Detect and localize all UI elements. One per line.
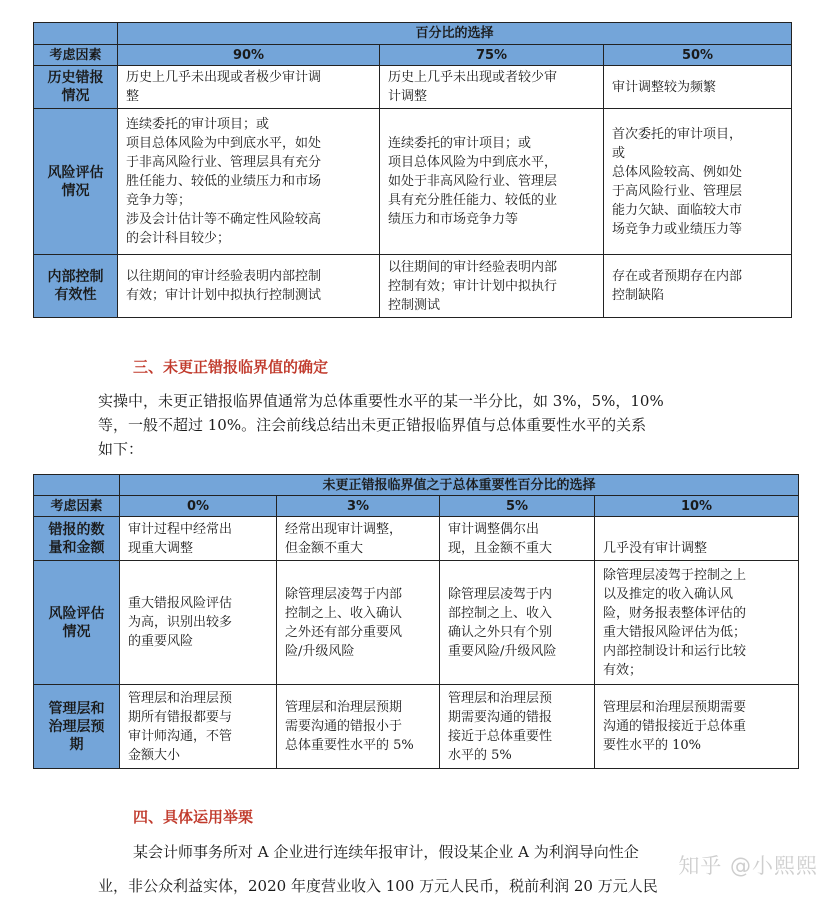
table-cell: 以往期间的审计经验表明内部 控制有效；审计计划中拟执行 控制测试: [380, 255, 604, 318]
table-cell: 管理层和治理层预期需要 沟通的错报接近于总体重 要性水平的 10%: [595, 685, 799, 769]
table2-col-header: 10%: [595, 496, 799, 517]
table-row: [34, 561, 799, 685]
table-cell: 连续委托的审计项目；或 项目总体风险为中到底水平， 如处于非高风险行业、管理层 具有充分胜任能力、较低的业 绩压力和市场竞争力等: [380, 109, 604, 255]
table2-col-header: 3%: [277, 496, 440, 517]
table2-corner: [34, 475, 120, 496]
watermark: 知乎 @小熙熙: [678, 854, 818, 878]
materiality-percentage-table: [33, 22, 792, 318]
table-cell: 管理层和治理层预 期所有错报都要与 审计师沟通，不管 金额大小: [120, 685, 277, 769]
table-row: [34, 685, 799, 769]
table-cell: 连续委托的审计项目；或 项目总体风险为中到底水平，如处 于非高风险行业、管理层具有充分 胜任能力、较低的业绩压力和市场 竞争力等； 涉及会计估计等不确定性风险较高 的会计科目较少；: [118, 109, 380, 255]
section-3-paragraph: 实操中，未更正错报临界值通常为总体重要性水平的某一半分比，如 3%，5%，10% 等，一般不超过 10%。注会前线总结出未更正错报临界值与总体重要性水平的关系 如下：: [98, 392, 664, 458]
table-cell: 存在或者预期存在内部 控制缺陷: [604, 255, 792, 318]
table1-corner: [34, 23, 118, 45]
table1-col-header: 50%: [604, 45, 792, 66]
table1-col-header: 考虑因素: [34, 45, 118, 66]
section-4-paragraph-line2: 业，非公众利益实体，2020 年度营业收入 100 万元人民币，税前利润 20 万元人民: [98, 877, 658, 895]
uncorrected-misstatement-table: [33, 474, 799, 769]
table-cell: 经常出现审计调整， 但金额不重大: [277, 517, 440, 561]
table-cell: 除管理层凌驾于内部 控制之上、收入确认 之外还有部分重要风 险/升级风险: [277, 561, 440, 685]
table-cell: 管理层和治理层预期 需要沟通的错报小于 总体重要性水平的 5%: [277, 685, 440, 769]
table2-group-header: 未更正错报临界值之于总体重要性百分比的选择: [120, 475, 799, 496]
section-heading-4: 四、具体运用举栗: [133, 808, 254, 826]
table1-col-header: 90%: [118, 45, 380, 66]
table-cell: 历史上几乎未出现或者极少审计调 整: [118, 66, 380, 109]
table-cell: 除管理层凌驾于控制之上 以及推定的收入确认风 险，财务报表整体评估的 重大错报风险评估为低； 内部控制设计和运行比较 有效；: [595, 561, 799, 685]
table-cell: 审计调整偶尔出 现，且金额不重大: [440, 517, 595, 561]
table2-col-header: 5%: [440, 496, 595, 517]
section-heading-3: 三、未更正错报临界值的确定: [133, 358, 329, 376]
table-cell: 审计过程中经常出 现重大调整: [120, 517, 277, 561]
table-cell: 管理层和治理层预 期需要沟通的错报 接近于总体重要性 水平的 5%: [440, 685, 595, 769]
table-cell: 审计调整较为频繁: [604, 66, 792, 109]
table-cell: 以往期间的审计经验表明内部控制 有效；审计计划中拟执行控制测试: [118, 255, 380, 318]
table1-group-header: 百分比的选择: [118, 23, 792, 45]
section-4-paragraph-line1: 某会计师事务所对 A 企业进行连续年报审计，假设某企业 A 为利润导向性企: [133, 843, 639, 861]
table2-col-header: 考虑因素: [34, 496, 120, 517]
table-cell: 重大错报风险评估 为高，识别出较多 的重要风险: [120, 561, 277, 685]
table-row: [34, 255, 792, 318]
row-factor-label: 管理层和 治理层预 期: [34, 685, 120, 769]
row-factor-label: 风险评估 情况: [34, 109, 118, 255]
row-factor-label: 内部控制 有效性: [34, 255, 118, 318]
table1-col-header: 75%: [380, 45, 604, 66]
row-factor-label: 历史错报 情况: [34, 66, 118, 109]
row-factor-label: 错报的数 量和金额: [34, 517, 120, 561]
table-row: [34, 517, 799, 561]
table2-col-header: 0%: [120, 496, 277, 517]
table-cell: 首次委托的审计项目， 或 总体风险较高、例如处 于高风险行业、管理层 能力欠缺、面临较大市 场竞争力或业绩压力等: [604, 109, 792, 255]
row-factor-label: 风险评估 情况: [34, 561, 120, 685]
table-row: [34, 66, 792, 109]
table-row: [34, 109, 792, 255]
table-cell: 除管理层凌驾于内 部控制之上、收入 确认之外只有个别 重要风险/升级风险: [440, 561, 595, 685]
table-cell: 历史上几乎未出现或者较少审 计调整: [380, 66, 604, 109]
table-cell: 几乎没有审计调整: [595, 517, 799, 561]
